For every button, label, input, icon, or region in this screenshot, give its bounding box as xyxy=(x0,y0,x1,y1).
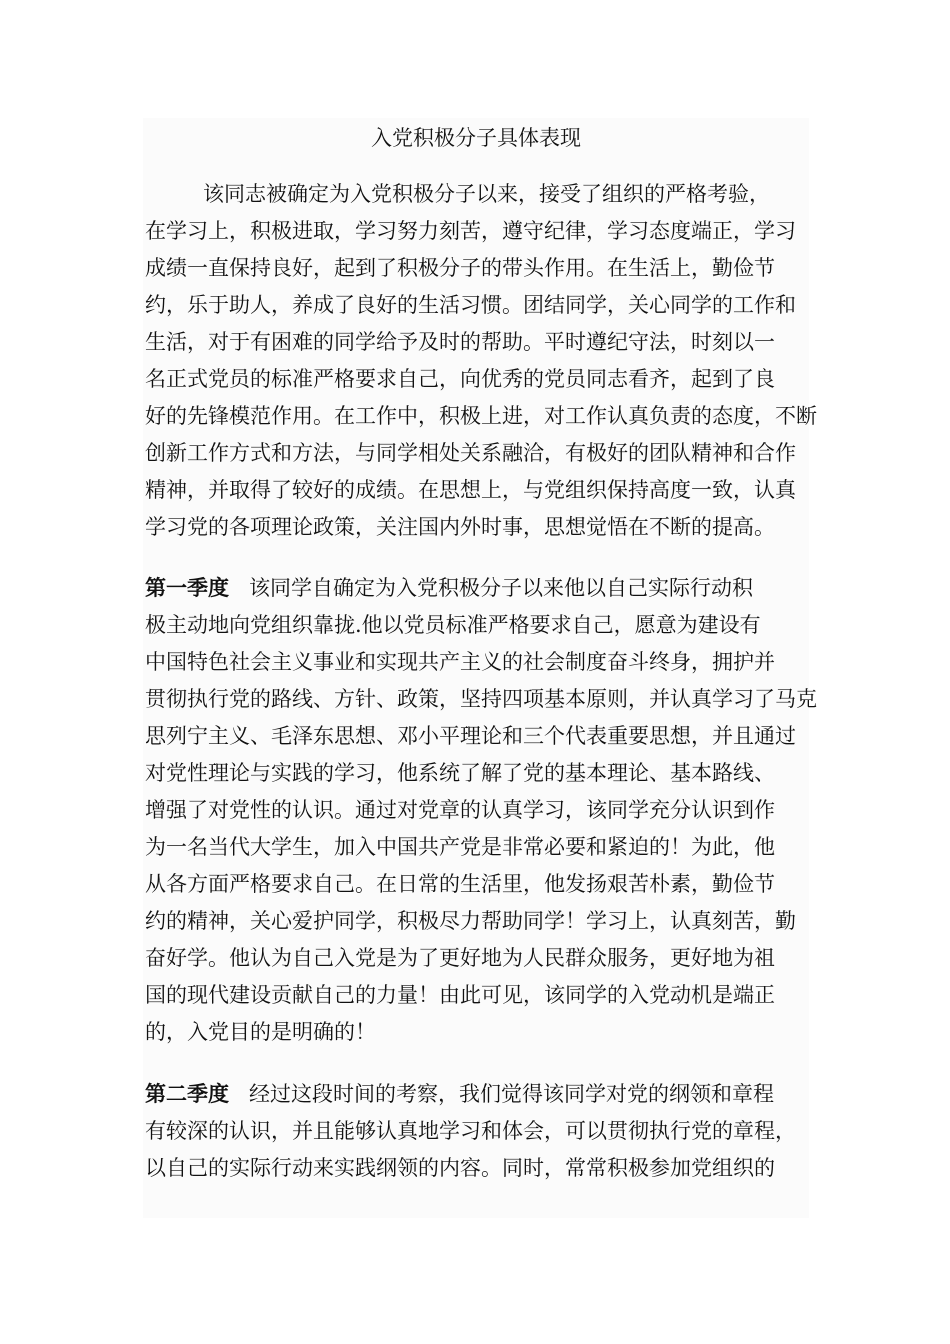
q1-line: 对党性理论与实践的学习，他系统了解了党的基本理论、基本路线、 xyxy=(145,761,775,785)
q1-heading: 第一季度 xyxy=(145,576,229,600)
q1-line: 思列宁主义、毛泽东思想、邓小平理论和三个代表重要思想，并且通过 xyxy=(145,724,796,748)
intro-line: 好的先锋模范作用。在工作中，积极上进，对工作认真负责的态度，不断 xyxy=(145,404,817,428)
intro-line: 该同志被确定为入党积极分子以来，接受了组织的严格考验， xyxy=(203,182,770,206)
intro-line: 精神，并取得了较好的成绩。在思想上，与党组织保持高度一致，认真 xyxy=(145,478,796,502)
q1-line: 奋好学。他认为自己入党是为了更好地为人民群众服务，更好地为祖 xyxy=(145,946,775,970)
intro-line: 学习党的各项理论政策，关注国内外时事，思想觉悟在不断的提高。 xyxy=(145,515,775,539)
q1-line: 贯彻执行党的路线、方针、政策，坚持四项基本原则，并认真学习了马克 xyxy=(145,687,817,711)
q2-first-line xyxy=(145,1080,774,1108)
q1-line: 从各方面严格要求自己。在日常的生活里，他发扬艰苦朴素，勤俭节 xyxy=(145,872,775,896)
q1-line: 极主动地向党组织靠拢.他以党员标准严格要求自己，愿意为建设有 xyxy=(145,613,761,637)
q2-line: 有较深的认识，并且能够认真地学习和体会，可以贯彻执行党的章程， xyxy=(145,1119,796,1143)
intro-line: 创新工作方式和方法，与同学相处关系融洽，有极好的团队精神和合作 xyxy=(145,441,796,465)
document-title: 入党积极分子具体表现 xyxy=(371,126,581,150)
q1-line: 中国特色社会主义事业和实现共产主义的社会制度奋斗终身，拥护并 xyxy=(145,650,775,674)
intro-line: 成绩一直保持良好，起到了积极分子的带头作用。在生活上，勤俭节 xyxy=(145,256,775,280)
intro-line: 在学习上，积极进取，学习努力刻苦，遵守纪律，学习态度端正，学习 xyxy=(145,219,796,243)
q1-line: 的，入党目的是明确的！ xyxy=(145,1020,376,1044)
intro-line: 名正式党员的标准严格要求自己，向优秀的党员同志看齐，起到了良 xyxy=(145,367,775,391)
intro-line: 生活，对于有困难的同学给予及时的帮助。平时遵纪守法，时刻以一 xyxy=(145,330,775,354)
q1-line: 为一名当代大学生，加入中国共产党是非常必要和紧迫的！为此，他 xyxy=(145,835,775,859)
q1-first-line-text: 该同学自确定为入党积极分子以来他以自己实际行动积 xyxy=(249,576,753,600)
q1-line: 国的现代建设贡献自己的力量！由此可见，该同学的入党动机是端正 xyxy=(145,983,775,1007)
intro-line: 约，乐于助人，养成了良好的生活习惯。团结同学，关心同学的工作和 xyxy=(145,293,796,317)
q1-line: 增强了对党性的认识。通过对党章的认真学习，该同学充分认识到作 xyxy=(145,798,775,822)
q1-line: 约的精神，关心爱护同学，积极尽力帮助同学！学习上，认真刻苦，勤 xyxy=(145,909,796,933)
q2-line: 以自己的实际行动来实践纲领的内容。同时，常常积极参加党组织的 xyxy=(145,1156,775,1180)
q2-heading: 第二季度 xyxy=(145,1082,229,1106)
q2-first-line-text: 经过这段时间的考察，我们觉得该同学对党的纲领和章程 xyxy=(249,1082,774,1106)
q1-first-line xyxy=(145,574,753,602)
